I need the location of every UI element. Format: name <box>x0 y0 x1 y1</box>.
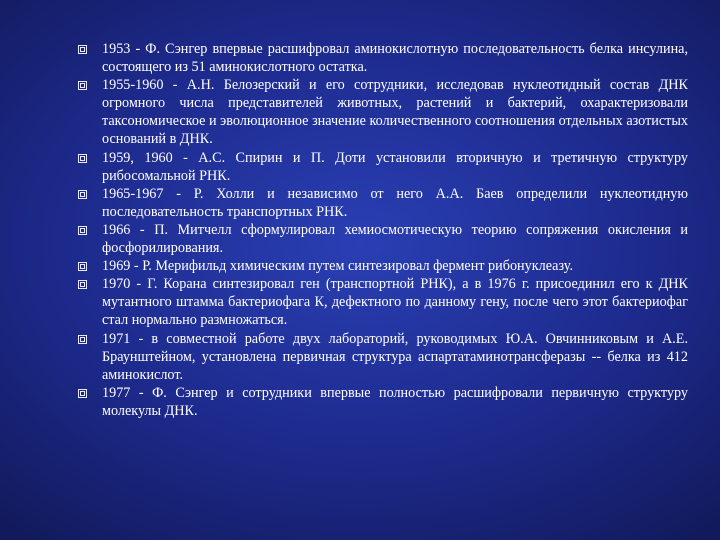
square-bullet-icon <box>78 262 87 271</box>
list-item <box>78 257 688 275</box>
square-bullet-icon <box>78 154 87 163</box>
list-item <box>78 221 688 257</box>
square-bullet-icon <box>78 81 87 90</box>
list-item-text: 1969 - Р. Мерифильд химическим путем синтезировал фермент рибонуклеазу. <box>102 258 574 275</box>
list-item <box>78 185 688 221</box>
list-item-text: 1955-1960 - А.Н. Белозерский и его сотрудники, исследовав нуклеотидный состав ДНК огромного числа представителей животных, растений и бактерий, охарактеризовали таксономическое и эволюционное значение количественного соотношения отдельных азотистых оснований в ДНК. <box>102 77 688 148</box>
list-item-text: 1966 - П. Митчелл сформулировал хемиосмотическую теорию сопряжения окисления и фосфорилирования. <box>102 221 688 257</box>
list-item <box>78 330 688 384</box>
square-bullet-icon <box>78 226 87 235</box>
square-bullet-icon <box>78 335 87 344</box>
list-item <box>78 275 688 329</box>
list-item <box>78 76 688 148</box>
list-item <box>78 149 688 185</box>
list-item-text: 1970 - Г. Корана синтезировал ген (транспортной РНК), а в 1976 г. присоединил его к ДНК мутантного штамма бактериофага К, дефектного по данному гену, после чего этот бактериофаг стал нормально размножаться. <box>102 276 688 329</box>
list-item <box>78 40 688 76</box>
list-item <box>78 384 688 420</box>
square-bullet-icon <box>78 45 87 54</box>
square-bullet-icon <box>78 280 87 289</box>
list-item-text: 1953 - Ф. Сэнгер впервые расшифровал аминокислотную последовательность белка инсулина, состоящего из 51 аминокислотного остатка. <box>102 41 688 76</box>
list-item-text: 1977 - Ф. Сэнгер и сотрудники впервые полностью расшифровали первичную структуру молекулы ДНК. <box>102 384 688 419</box>
list-item-text: 1959, 1960 - А.С. Спирин и П. Доти установили вторичную и третичную структуру рибосомальной РНК. <box>102 149 688 184</box>
list-item-text: 1971 - в совместной работе двух лабораторий, руководимых Ю.А. Овчинниковым и А.Е. Браунштейном, установлена первичная структура аспартатаминотрансферазы -- белка из 412 аминокислот. <box>102 330 688 383</box>
list-item-text: 1965-1967 - Р. Холли и независимо от него А.А. Баев определили нуклеотидную последовательность транспортных РНК. <box>102 185 688 220</box>
bullet-list <box>78 40 688 420</box>
square-bullet-icon <box>78 190 87 199</box>
square-bullet-icon <box>78 389 87 398</box>
